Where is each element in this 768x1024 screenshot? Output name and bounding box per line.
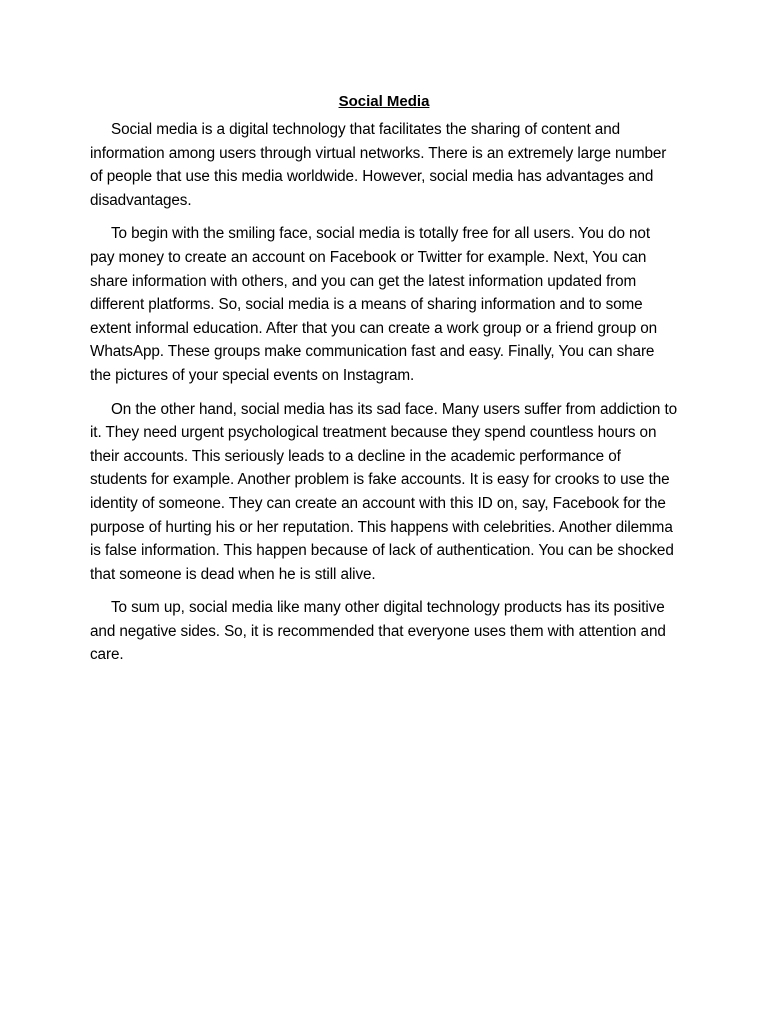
document-title: Social Media [338,93,430,110]
paragraph-conclusion: To sum up, social media like many other digital technology products has its positive and negative sides. So, it is recommended that everyone uses them with attention and care. [90,599,666,664]
paragraph-disadvantages: On the other hand, social media has its sad face. Many users suffer from addiction to it. They need urgent psychological treatment because they spend countless hours on their accounts. This seriously leads to a decline in the academic performance of students for example. Another problem is fake accounts. It is easy for crooks to use the identity of someone. They can create an account with this ID on, say, Facebook for the purpose of hurting his or her reputation. This happens with celebrities. Another dilemma is false information. This happen because of lack of authentication. You can be shocked that someone is dead when he is still alive. [90,400,678,583]
paragraph-advantages: To begin with the smiling face, social media is totally free for all users. You do not pay money to create an account on Facebook or Twitter for example. Next, You can share information with others, and you can get the latest information updated from different platforms. So, social media is a means of sharing information and to some extent informal education. After that you can create a work group or a friend group on WhatsApp. These groups make communication fast and easy. Finally, You can share the pictures of your special events on Instagram. [90,225,658,384]
paragraph-introduction: Social media is a digital technology that facilitates the sharing of content and information among users through virtual networks. There is an extremely large number of people that use this media worldwide. However, social media has advantages and disadvantages. [90,121,667,209]
document-page [90,90,678,677]
